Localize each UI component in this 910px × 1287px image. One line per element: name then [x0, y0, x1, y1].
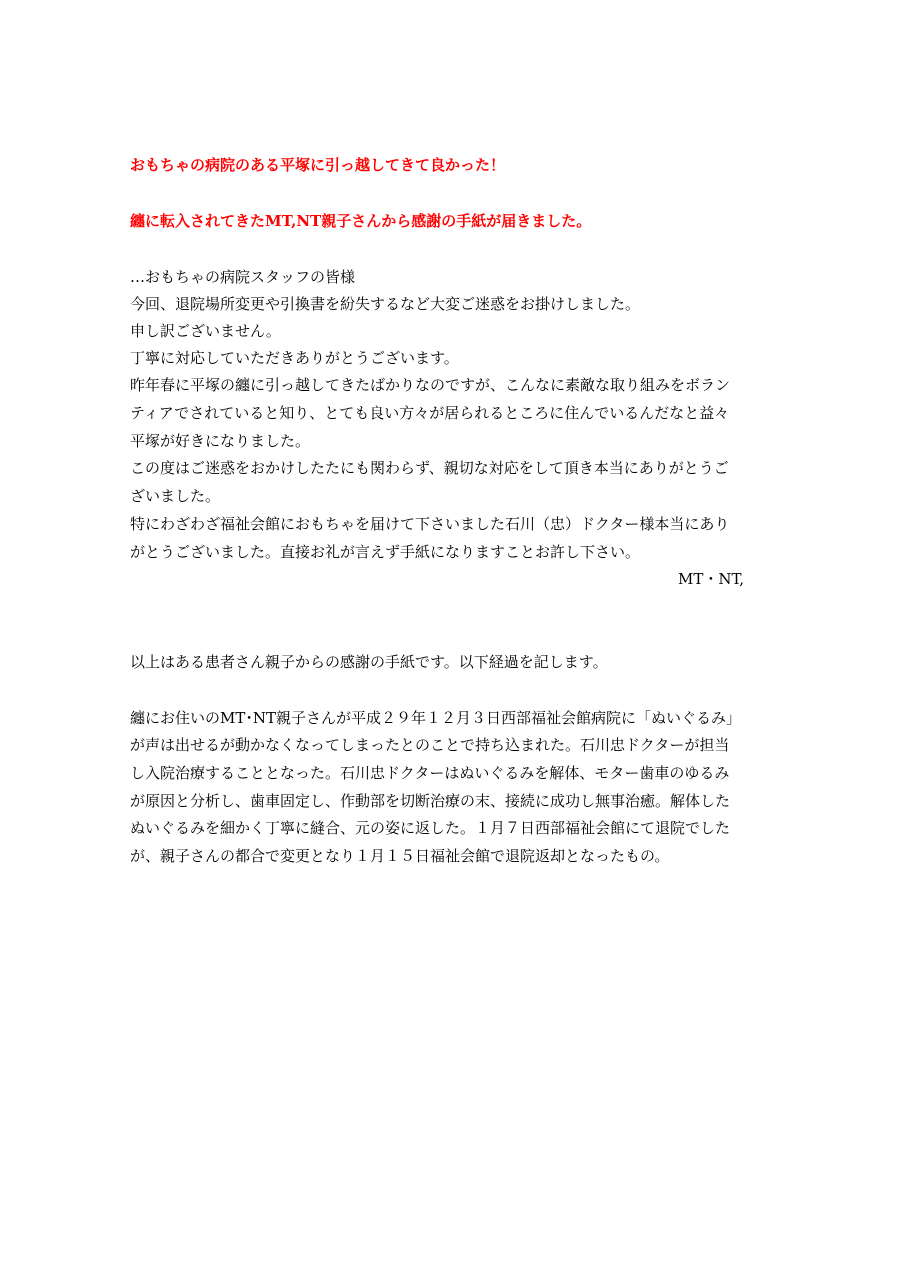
letter-line: 平塚が好きになりました。 — [130, 432, 311, 450]
report-line: が、親子さんの都合で変更となり１月１５日福祉会館で退院返却となったもの。 — [130, 847, 670, 865]
summary-text: 以上はある患者さん親子からの感謝の手紙です。以下経過を記します。 — [130, 653, 608, 671]
heading-subtitle: 纏に転入されてきたMT,NT親子さんから感謝の手紙が届きました。 — [130, 212, 592, 230]
letter-line: 昨年春に平塚の纏に引っ越してきたばかりなのですが、こんなに素敵な取り組みをボラン — [130, 376, 731, 394]
letter-line: この度はご迷惑をおかけしたたにも関わらず、親切な対応をして頂き本当にありがとうご — [130, 459, 729, 477]
letter-line: 申し訳ございません。 — [130, 322, 281, 340]
letter-line: がとうございました。直接お礼が言えず手紙になりますことお許し下さい。 — [130, 543, 641, 561]
letter-line: 今回、退院場所変更や引換書を紛失するなど大変ご迷惑をお掛けしました。 — [130, 295, 641, 313]
letter-line: …おもちゃの病院スタッフの皆様 — [130, 268, 356, 286]
report-line: が原因と分析し、歯車固定し、作動部を切断治療の末、接続に成功し無事治癒。解体した — [130, 792, 731, 810]
report-line: ぬいぐるみを細かく丁寧に縫合、元の姿に返した。１月７日西部福祉会館にて退院でした — [130, 819, 731, 837]
letter-signature: MT・NT, — [678, 570, 745, 588]
letter-line: ざいました。 — [130, 487, 221, 505]
report-line: が声は出せるが動かなくなってしまったとのことで持ち込まれた。石川忠ドクターが担当 — [130, 736, 730, 754]
report-line: 纏にお住いのMT･NT親子さんが平成２９年１２月３日西部福祉会館病院に「ぬいぐるみ」 — [130, 709, 741, 727]
report-line: し入院治療することとなった。石川忠ドクターはぬいぐるみを解体、モター歯車のゆるみ — [130, 764, 730, 782]
letter-line: 特にわざわざ福祉会館におもちゃを届けて下さいました石川（忠）ドクター様本当にあり — [130, 515, 730, 533]
heading-title: おもちゃの病院のある平塚に引っ越してきて良かった！ — [130, 156, 506, 174]
letter-line: 丁寧に対応していただきありがとうございます。 — [130, 349, 459, 367]
letter-line: ティアでされていると知り、とても良い方々が居られるところに住んでいるんだなと益々 — [130, 404, 730, 422]
